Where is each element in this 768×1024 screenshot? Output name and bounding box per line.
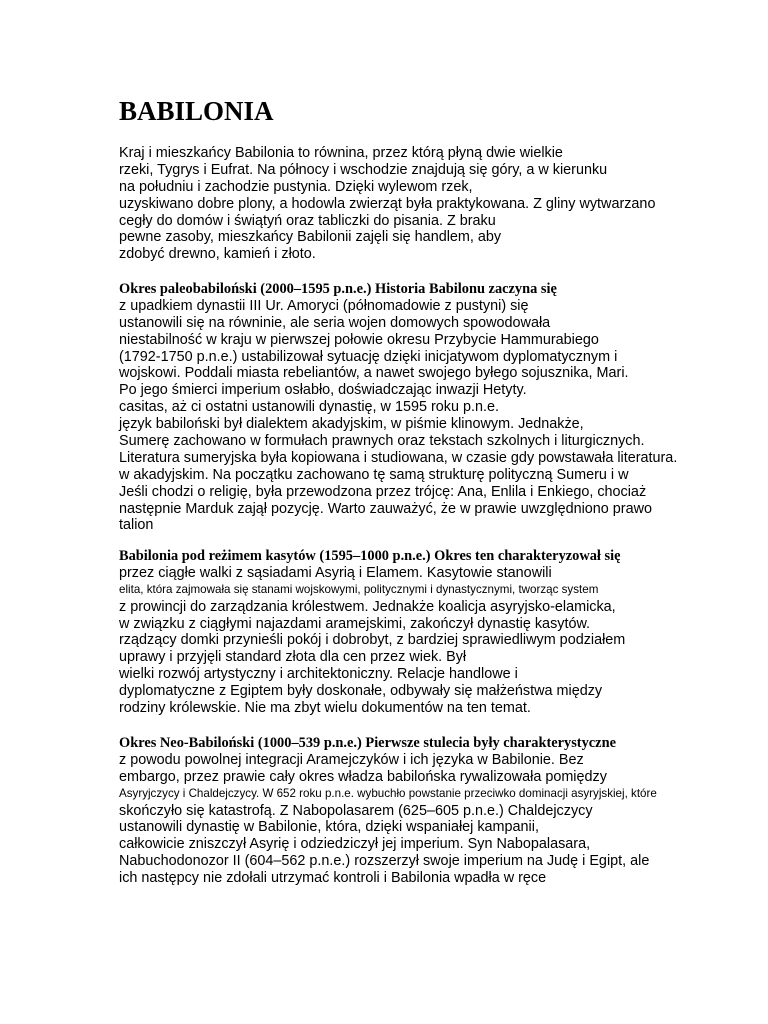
text-line: następnie Marduk zajął pozycję. Warto zauważyć, że w prawie uwzględniono prawo (119, 500, 652, 517)
section-heading: Okres paleobabiloński (2000–1595 p.n.e.) Historia Babilonu zaczyna się (119, 281, 557, 297)
text-line: elita, która zajmowała się stanami wojskowymi, politycznymi i dynastycznymi, tworząc system (119, 582, 599, 596)
text-line: na południu i zachodzie pustynia. Dzięki wylewom rzek, (119, 178, 473, 195)
text-line: Kraj i mieszkańcy Babilonia to równina, przez którą płyną dwie wielkie (119, 145, 563, 161)
text-line: zdobyć drewno, kamień i złoto. (119, 246, 316, 263)
text-line: embargo, przez prawie cały okres władza babilońska rywalizowała pomiędzy (119, 768, 607, 785)
text-line: Sumerę zachowano w formułach prawnych oraz tekstach szkolnych i liturgicznych. (119, 433, 645, 450)
text-line: Jeśli chodzi o religię, była przewodzona przez trójcę: Ana, Enlila i Enkiego, chociaż (119, 483, 647, 500)
text-line: uprawy i przyjęli standard złota dla cen przez wiek. Był (119, 649, 467, 666)
text-line: ustanowili dynastię w Babilonie, która, dzięki wspaniałej kampanii, (119, 819, 539, 836)
text-line: Asyryjczycy i Chaldejczycy. W 652 roku p.n.e. wybuchło powstanie przeciwko dominacji asyryjskiej, które (119, 786, 657, 800)
text-line: niestabilność w kraju w pierwszej połowie okresu Przybycie Hammurabiego (119, 331, 599, 348)
text-line: Literatura sumeryjska była kopiowana i studiowana, w czasie gdy powstawała literatura. (119, 449, 678, 466)
text-line: całkowicie zniszczył Asyrię i odziedziczył jej imperium. Syn Nabopalasara, (119, 836, 591, 853)
text-line: talion (119, 517, 154, 534)
text-line: w akadyjskim. Na początku zachowano tę samą strukturę polityczną Sumeru i w (119, 466, 629, 483)
text-line: Nabuchodonozor II (604–562 p.n.e.) rozszerzył swoje imperium na Judę i Egipt, ale (119, 853, 650, 870)
text-line: ich następcy nie zdołali utrzymać kontroli i Babilonia wpadła w ręce (119, 870, 547, 887)
section-heading: Okres Neo-Babiloński (1000–539 p.n.e.) Pierwsze stulecia były charakterystyczne (119, 735, 616, 751)
text-line: język babiloński był dialektem akadyjskim, w piśmie klinowym. Jednakże, (119, 416, 584, 433)
text-line: przez ciągłe walki z sąsiadami Asyrią i Elamem. Kasytowie stanowili (119, 564, 552, 581)
text-line: skończyło się katastrofą. Z Nabopolasarem (625–605 p.n.e.) Chaldejczycy (119, 802, 593, 819)
text-line: wielki rozwój artystyczny i architektoniczny. Relacje handlowe i (119, 666, 518, 683)
section-heading: Babilonia pod reżimem kasytów (1595–1000 p.n.e.) Okres ten charakteryzował się (119, 548, 621, 564)
text-line: (1792-1750 p.n.e.) ustabilizował sytuację dzięki inicjatywom dyplomatycznym i (119, 348, 618, 365)
document-title: BABILONIA (119, 96, 274, 126)
text-line: rządzący domki przynieśli pokój i dobrobyt, z bardziej sprawiedliwym podziałem (119, 632, 626, 649)
text-line: rzeki, Tygrys i Eufrat. Na północy i wschodzie znajdują się góry, a w kierunku (119, 161, 608, 178)
text-line: ustanowili się na równinie, ale seria wojen domowych spowodowała (119, 314, 551, 331)
section-paleobabylonian (119, 281, 759, 534)
text-line: casitas, aż ci ostatni ustanowili dynastię, w 1595 roku p.n.e. (119, 399, 499, 416)
text-line: uzyskiwano dobre plony, a hodowla zwierząt była praktykowana. Z gliny wytwarzano (119, 195, 656, 212)
text-line: w związku z ciągłymi najazdami aramejskimi, zakończył dynastię kasytów. (119, 615, 591, 632)
text-line: z prowincji do zarządzania królestwem. Jednakże koalicja asyryjsko-elamicka, (119, 598, 616, 615)
text-line: Po jego śmierci imperium osłabło, doświadczając inwazji Hetyty. (119, 382, 527, 399)
text-line: cegły do domów i świątyń oraz tabliczki do pisania. Z braku (119, 212, 496, 229)
section-neobabylonian (119, 735, 759, 887)
text-line: rodziny królewskie. Nie ma zbyt wielu dokumentów na ten temat. (119, 700, 531, 717)
text-line: dyplomatyczne z Egiptem były doskonałe, odbywały się małżeństwa między (119, 683, 603, 700)
text-line: z powodu powolnej integracji Aramejczyków i ich języka w Babilonie. Bez (119, 751, 584, 768)
text-line: z upadkiem dynastii III Ur. Amoryci (półnomadowie z pustyni) się (119, 297, 529, 314)
intro-paragraph (119, 145, 759, 263)
text-line: pewne zasoby, mieszkańcy Babilonii zajęli się handlem, aby (119, 229, 502, 246)
text-line: wojskowi. Poddali miasta rebeliantów, a nawet swojego byłego sojusznika, Mari. (119, 365, 629, 382)
section-kassite (119, 548, 759, 717)
